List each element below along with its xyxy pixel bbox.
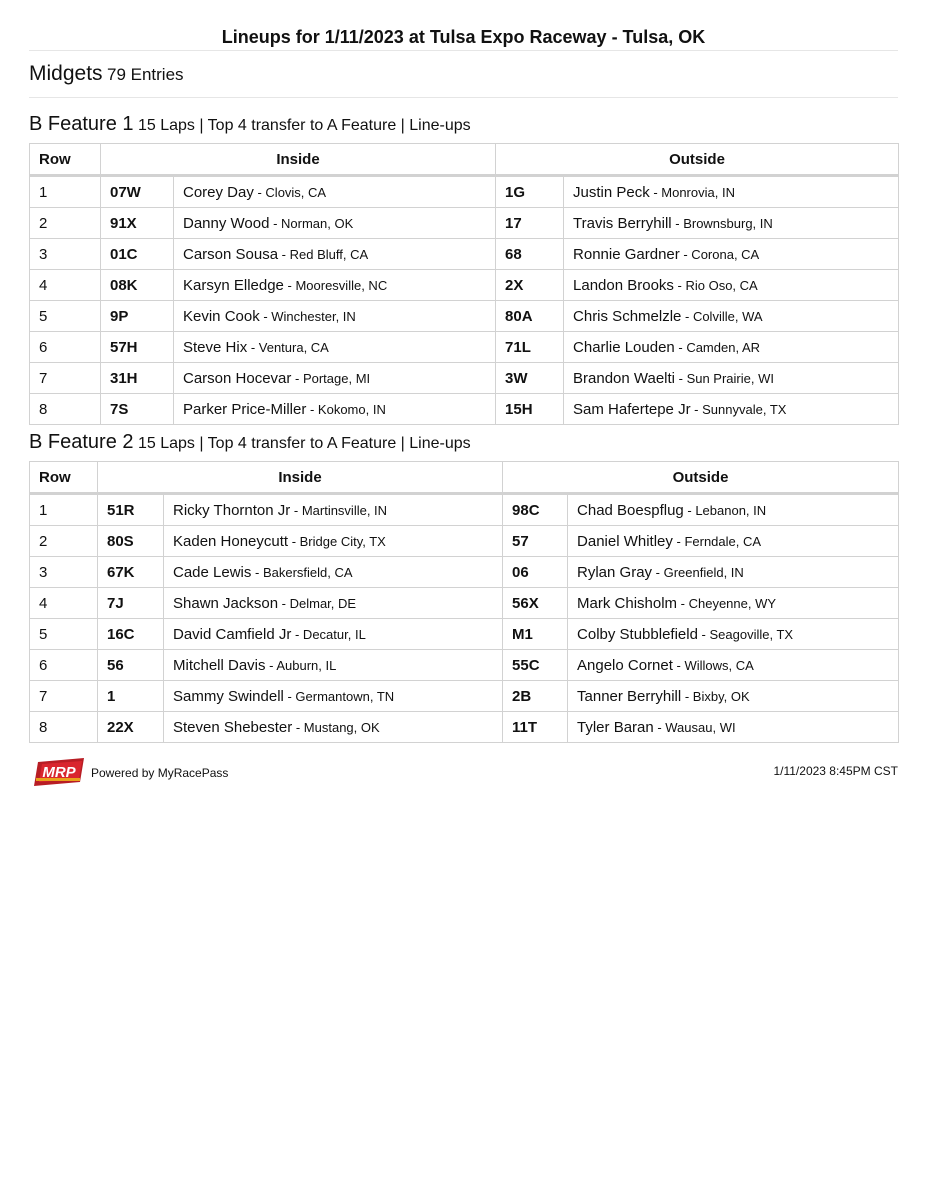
inside-driver-cell	[174, 239, 496, 270]
inside-driver-cell	[164, 650, 503, 681]
inside-driver-name: Carson Hocevar	[183, 369, 292, 387]
outside-car-number: 57	[503, 526, 568, 557]
row-number: 2	[30, 526, 98, 557]
outside-car-number: 55C	[503, 650, 568, 681]
outside-driver-hometown: - Bixby, OK	[681, 688, 750, 704]
outside-car-number: 68	[496, 239, 564, 270]
table-row	[30, 712, 899, 743]
outside-driver-hometown: - Monrovia, IN	[649, 184, 735, 200]
inside-column-header: Inside	[101, 144, 496, 176]
outside-driver-cell	[564, 394, 899, 425]
inside-driver-hometown: - Kokomo, IN	[306, 401, 386, 417]
inside-driver-name: Ricky Thornton Jr	[173, 501, 291, 519]
class-heading	[29, 62, 184, 86]
row-number: 7	[30, 363, 101, 394]
outside-driver-cell	[568, 681, 899, 712]
inside-driver-hometown: - Ventura, CA	[247, 339, 329, 355]
outside-car-number: 56X	[503, 588, 568, 619]
outside-driver-hometown: - Corona, CA	[679, 246, 760, 262]
inside-driver-hometown: - Bakersfield, CA	[251, 564, 353, 580]
inside-driver-name: Corey Day	[183, 183, 254, 201]
inside-driver-cell	[174, 394, 496, 425]
feature-heading-1	[29, 113, 471, 136]
outside-driver-name: Charlie Louden	[573, 338, 675, 356]
inside-driver-cell	[164, 588, 503, 619]
table-row	[30, 363, 899, 394]
inside-car-number: 31H	[101, 363, 174, 394]
outside-driver-cell	[564, 270, 899, 301]
row-number: 6	[30, 650, 98, 681]
inside-car-number: 16C	[98, 619, 164, 650]
outside-driver-name: Sam Hafertepe Jr	[573, 400, 691, 418]
outside-column-header: Outside	[503, 462, 899, 494]
powered-by-text: Powered by MyRacePass	[91, 766, 229, 780]
table-row	[30, 176, 899, 208]
outside-driver-cell	[564, 332, 899, 363]
outside-car-number: 2X	[496, 270, 564, 301]
inside-driver-name: Kevin Cook	[183, 307, 260, 325]
inside-driver-hometown: - Martinsville, IN	[290, 502, 388, 518]
table-row	[30, 494, 899, 526]
table-header-row	[30, 144, 899, 176]
inside-driver-name: Mitchell Davis	[173, 656, 266, 674]
inside-driver-hometown: - Portage, MI	[291, 370, 371, 386]
table-row	[30, 650, 899, 681]
inside-car-number: 51R	[98, 494, 164, 526]
outside-driver-hometown: - Sunnyvale, TX	[690, 401, 787, 417]
inside-driver-name: Kaden Honeycutt	[173, 532, 289, 550]
outside-driver-hometown: - Lebanon, IN	[683, 502, 767, 518]
outside-driver-cell	[568, 588, 899, 619]
outside-car-number: 1G	[496, 176, 564, 208]
outside-driver-cell	[564, 208, 899, 239]
inside-car-number: 91X	[101, 208, 174, 239]
lineup-table-1	[29, 143, 899, 425]
class-divider	[29, 97, 898, 98]
outside-car-number: 15H	[496, 394, 564, 425]
inside-car-number: 08K	[101, 270, 174, 301]
outside-car-number: 2B	[503, 681, 568, 712]
outside-driver-cell	[564, 363, 899, 394]
outside-driver-name: Angelo Cornet	[577, 656, 673, 674]
inside-driver-cell	[164, 619, 503, 650]
timestamp: 1/11/2023 8:45PM CST	[773, 764, 898, 778]
feature-description: 15 Laps | Top 4 transfer to A Feature | Line-ups	[137, 117, 471, 134]
inside-car-number: 67K	[98, 557, 164, 588]
inside-driver-cell	[174, 176, 496, 208]
outside-driver-hometown: - Brownsburg, IN	[671, 215, 773, 231]
inside-driver-hometown: - Red Bluff, CA	[278, 246, 369, 262]
outside-driver-name: Justin Peck	[573, 183, 650, 201]
table-row	[30, 239, 899, 270]
outside-car-number: M1	[503, 619, 568, 650]
inside-driver-name: Sammy Swindell	[173, 687, 284, 705]
row-number: 5	[30, 619, 98, 650]
inside-driver-hometown: - Decatur, IL	[291, 626, 366, 642]
outside-driver-hometown: - Rio Oso, CA	[673, 277, 758, 293]
inside-driver-name: Shawn Jackson	[173, 594, 279, 612]
inside-driver-hometown: - Bridge City, TX	[288, 533, 386, 549]
inside-driver-cell	[174, 332, 496, 363]
row-number: 1	[30, 494, 98, 526]
inside-driver-cell	[164, 494, 503, 526]
feature-name: B Feature 1	[29, 113, 134, 135]
inside-column-header: Inside	[98, 462, 503, 494]
row-number: 3	[30, 239, 101, 270]
table-row	[30, 619, 899, 650]
inside-car-number: 07W	[101, 176, 174, 208]
inside-driver-name: David Camfield Jr	[173, 625, 292, 643]
outside-driver-cell	[564, 176, 899, 208]
inside-driver-name: Steven Shebester	[173, 718, 293, 736]
inside-driver-cell	[174, 363, 496, 394]
inside-driver-name: Danny Wood	[183, 214, 270, 232]
outside-driver-cell	[564, 239, 899, 270]
outside-driver-name: Mark Chisholm	[577, 594, 678, 612]
row-number: 6	[30, 332, 101, 363]
inside-driver-name: Karsyn Elledge	[183, 276, 284, 294]
table-row	[30, 588, 899, 619]
inside-driver-hometown: - Clovis, CA	[253, 184, 327, 200]
logo-text: MRP	[42, 764, 76, 781]
inside-car-number: 56	[98, 650, 164, 681]
row-number: 7	[30, 681, 98, 712]
feature-description: 15 Laps | Top 4 transfer to A Feature | Line-ups	[137, 435, 471, 452]
outside-driver-hometown: - Ferndale, CA	[672, 533, 762, 549]
outside-car-number: 80A	[496, 301, 564, 332]
outside-car-number: 71L	[496, 332, 564, 363]
outside-driver-hometown: - Wausau, WI	[653, 719, 736, 735]
outside-driver-name: Rylan Gray	[577, 563, 653, 581]
inside-driver-cell	[164, 681, 503, 712]
outside-driver-hometown: - Colville, WA	[681, 308, 763, 324]
outside-driver-name: Chad Boespflug	[577, 501, 684, 519]
outside-car-number: 11T	[503, 712, 568, 743]
inside-car-number: 22X	[98, 712, 164, 743]
inside-car-number: 7S	[101, 394, 174, 425]
lineup-table-2	[29, 461, 899, 743]
outside-car-number: 06	[503, 557, 568, 588]
inside-driver-hometown: - Norman, OK	[269, 215, 354, 231]
outside-driver-cell	[568, 557, 899, 588]
row-number: 5	[30, 301, 101, 332]
outside-driver-name: Brandon Waelti	[573, 369, 676, 387]
inside-driver-name: Cade Lewis	[173, 563, 252, 581]
outside-driver-name: Landon Brooks	[573, 276, 674, 294]
outside-column-header: Outside	[496, 144, 899, 176]
row-number: 8	[30, 394, 101, 425]
outside-driver-name: Chris Schmelzle	[573, 307, 682, 325]
table-row	[30, 557, 899, 588]
inside-car-number: 80S	[98, 526, 164, 557]
table-header-row	[30, 462, 899, 494]
inside-driver-cell	[164, 557, 503, 588]
outside-driver-name: Ronnie Gardner	[573, 245, 680, 263]
inside-driver-hometown: - Delmar, DE	[278, 595, 357, 611]
row-number: 4	[30, 270, 101, 301]
inside-driver-hometown: - Winchester, IN	[259, 308, 356, 324]
table-row	[30, 208, 899, 239]
inside-driver-name: Steve Hix	[183, 338, 248, 356]
inside-driver-hometown: - Germantown, TN	[283, 688, 395, 704]
outside-driver-hometown: - Camden, AR	[674, 339, 761, 355]
title-divider	[29, 50, 898, 51]
outside-driver-hometown: - Sun Prairie, WI	[675, 370, 774, 386]
row-column-header: Row	[30, 462, 98, 494]
outside-driver-hometown: - Greenfield, IN	[652, 564, 744, 580]
myracepass-logo	[32, 758, 84, 786]
outside-driver-hometown: - Seagoville, TX	[697, 626, 794, 642]
inside-driver-cell	[174, 208, 496, 239]
outside-driver-name: Tanner Berryhill	[577, 687, 682, 705]
table-row	[30, 332, 899, 363]
inside-driver-hometown: - Mooresville, NC	[283, 277, 388, 293]
outside-driver-cell	[568, 650, 899, 681]
table-row	[30, 394, 899, 425]
inside-driver-cell	[164, 712, 503, 743]
outside-driver-cell	[568, 494, 899, 526]
row-number: 3	[30, 557, 98, 588]
row-number: 2	[30, 208, 101, 239]
inside-car-number: 9P	[101, 301, 174, 332]
outside-car-number: 98C	[503, 494, 568, 526]
feature-heading-2	[29, 431, 471, 454]
class-name: Midgets	[29, 62, 103, 85]
inside-car-number: 01C	[101, 239, 174, 270]
outside-driver-name: Travis Berryhill	[573, 214, 672, 232]
table-row	[30, 270, 899, 301]
feature-name: B Feature 2	[29, 431, 134, 453]
inside-driver-name: Carson Sousa	[183, 245, 279, 263]
outside-driver-cell	[568, 712, 899, 743]
outside-driver-name: Colby Stubblefield	[577, 625, 698, 643]
row-column-header: Row	[30, 144, 101, 176]
table-row	[30, 526, 899, 557]
outside-car-number: 17	[496, 208, 564, 239]
inside-car-number: 7J	[98, 588, 164, 619]
inside-car-number: 1	[98, 681, 164, 712]
class-entries: 79 Entries	[106, 65, 184, 84]
row-number: 1	[30, 176, 101, 208]
table-row	[30, 681, 899, 712]
outside-driver-hometown: - Cheyenne, WY	[677, 595, 777, 611]
outside-driver-name: Tyler Baran	[577, 718, 654, 736]
inside-car-number: 57H	[101, 332, 174, 363]
inside-driver-cell	[174, 301, 496, 332]
row-number: 8	[30, 712, 98, 743]
outside-driver-name: Daniel Whitley	[577, 532, 673, 550]
inside-driver-cell	[164, 526, 503, 557]
inside-driver-name: Parker Price-Miller	[183, 400, 307, 418]
inside-driver-cell	[174, 270, 496, 301]
outside-driver-cell	[568, 526, 899, 557]
inside-driver-hometown: - Mustang, OK	[292, 719, 380, 735]
page-title: Lineups for 1/11/2023 at Tulsa Expo Raceway - Tulsa, OK	[221, 27, 706, 47]
outside-driver-cell	[568, 619, 899, 650]
outside-car-number: 3W	[496, 363, 564, 394]
table-row	[30, 301, 899, 332]
outside-driver-hometown: - Willows, CA	[672, 657, 754, 673]
outside-driver-cell	[564, 301, 899, 332]
row-number: 4	[30, 588, 98, 619]
inside-driver-hometown: - Auburn, IL	[265, 657, 337, 673]
